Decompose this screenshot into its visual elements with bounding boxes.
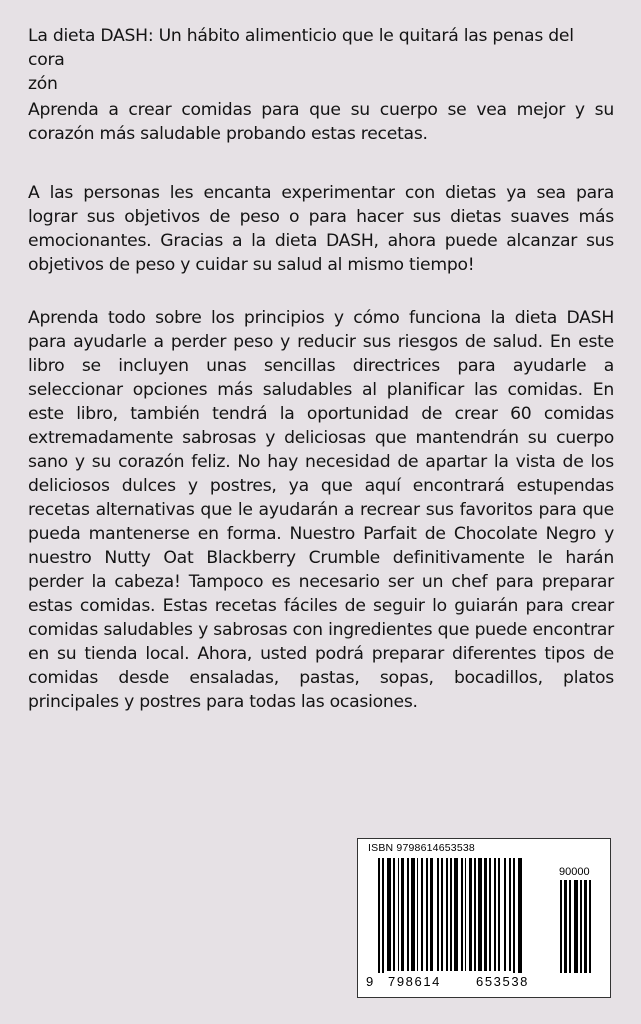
barcode-bar — [398, 858, 399, 971]
barcode-bar — [580, 880, 582, 973]
barcode-bar — [504, 858, 506, 971]
barcode-bar — [574, 880, 578, 973]
barcode-bar — [378, 858, 380, 986]
barcode-bar — [509, 858, 511, 971]
barcode-bar — [474, 858, 476, 971]
price-code: 90000 — [559, 866, 590, 878]
barcode-bar — [382, 858, 384, 986]
barcode-bar — [560, 880, 562, 973]
barcode-bar — [465, 858, 466, 971]
barcode-bar — [569, 880, 571, 973]
barcode-bar — [513, 858, 515, 986]
barcode-bar — [417, 858, 418, 971]
description-paragraph: A las personas les encanta experimentar con dietas ya sea para lograr sus objetivos de peso o para hacer sus dietas suaves más emocionantes. Gracias a la dieta DASH, ahora puede alcanzar sus objetivos de peso y cuidar su salud al mismo tiempo! — [28, 183, 614, 275]
barcode-bar — [393, 858, 395, 971]
barcode-digits — [366, 973, 556, 993]
barcode-bar — [469, 858, 472, 971]
barcode-bar — [450, 858, 452, 971]
intro-paragraph: Aprenda a crear comidas para que su cuerpo se vea mejor y su corazón más saludable probando estas recetas. — [28, 100, 614, 144]
barcode-bar — [411, 858, 415, 971]
isbn-barcode — [357, 838, 611, 998]
barcode-bar — [498, 858, 500, 971]
barcode-bar — [489, 858, 491, 971]
barcode-bar — [441, 858, 443, 971]
barcode-bar — [426, 858, 428, 971]
barcode-bar — [454, 858, 458, 971]
barcode-bars — [366, 858, 556, 990]
barcode-digits-right: 653538 — [476, 974, 529, 989]
barcode-bar — [478, 858, 482, 971]
barcode-bar — [437, 858, 439, 971]
price-addon-bars — [558, 880, 604, 993]
barcode-digits-left: 798614 — [388, 974, 441, 989]
barcode-bar — [589, 880, 591, 973]
barcode-bar — [387, 858, 391, 971]
barcode-bar — [584, 880, 587, 973]
barcode-digit-first: 9 — [366, 974, 375, 989]
barcode-bar — [518, 858, 522, 986]
barcode-bar — [494, 858, 496, 971]
barcode-bar — [401, 858, 404, 971]
barcode-bar — [484, 858, 487, 971]
barcode-bar — [446, 858, 448, 971]
barcode-bar — [564, 880, 567, 973]
barcode-bar — [430, 858, 433, 971]
isbn-label: ISBN 9798614653538 — [368, 842, 475, 854]
barcode-bar — [461, 858, 463, 971]
book-title: La dieta DASH: Un hábito alimenticio que le quitará las penas del cora zón — [28, 26, 574, 94]
barcode-bar — [407, 858, 409, 971]
details-paragraph: Aprenda todo sobre los principios y cómo funciona la dieta DASH para ayudarle a perder peso y reducir sus riesgos de salud. En este libro se incluyen unas sencillas directrices para ayudarle a seleccionar opciones más saludables al planificar las comidas. En este libro, también tendrá la oportunidad de crear 60 comidas extremadamente sabrosas y deliciosas que mantendrán su cuerpo sano y su corazón feliz. No hay necesidad de apartar la vista de los deliciosos dulces y postres, ya que aquí encontrará estupendas recetas alternativas que le ayudarán a recrear sus favoritos para que pueda mantenerse en forma. Nuestro Parfait de Chocolate Negro y nuestro Nutty Oat Blackberry Crumble definitivamente le harán perder la cabeza! Tampoco es necesario ser un chef para preparar estas comidas. Estas recetas fáciles de seguir lo guiarán para crear comidas saludables y sabrosas con ingredientes que puede encontrar en su tienda local. Ahora, usted podrá preparar diferentes tipos de comidas desde ensaladas, pastas, sopas, bocadillos, platos principales y postres para todas las ocasiones. — [28, 308, 614, 712]
barcode-bar — [421, 858, 423, 971]
